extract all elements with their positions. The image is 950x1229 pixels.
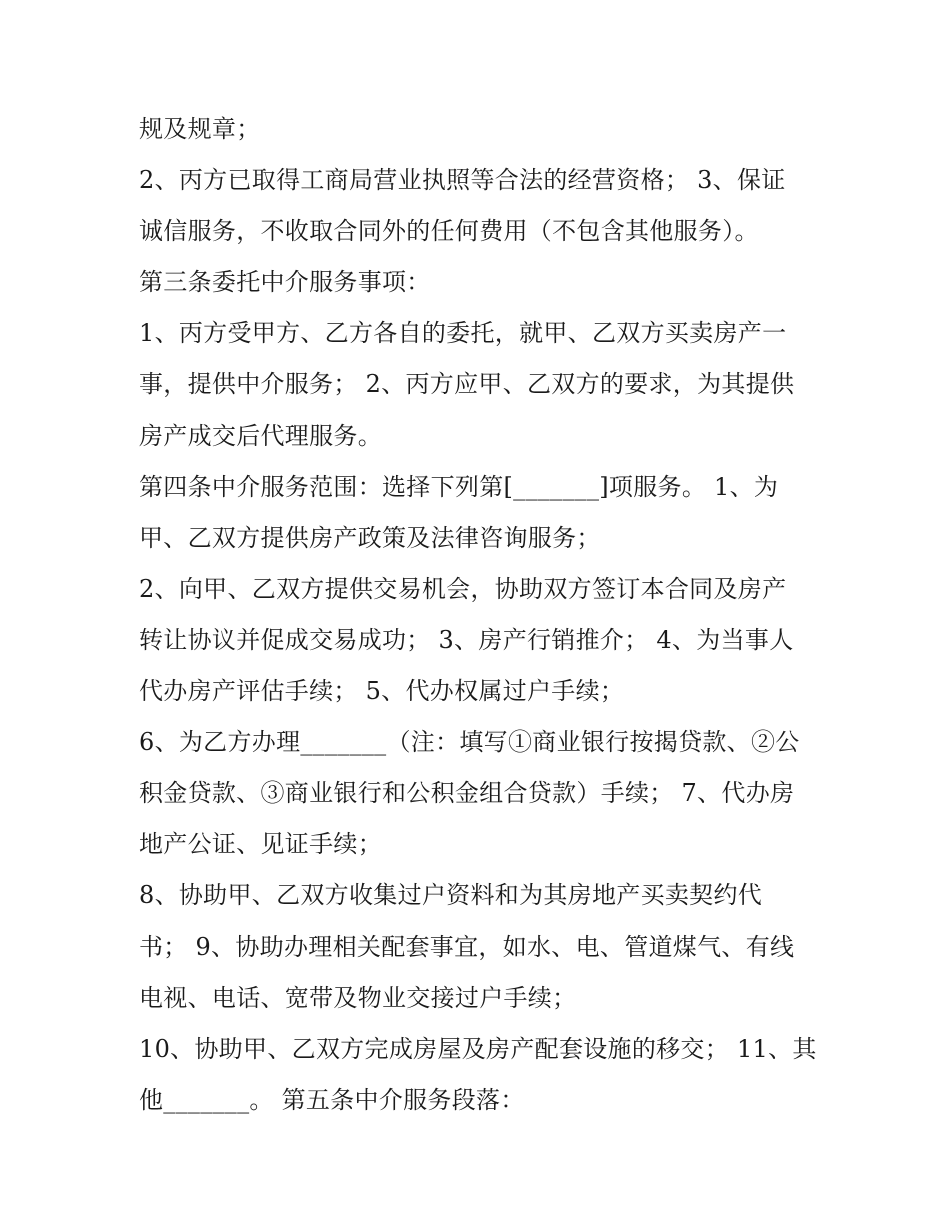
text-line: 规及规章；: [139, 115, 261, 143]
text-line: 8、协助甲、乙双方收集过户资料和为其房地产买卖契约代: [139, 881, 763, 910]
text-line: 电视、电话、宽带及物业交接过户手续；: [139, 983, 577, 1012]
text-line: 房产成交后代理服务。: [139, 421, 382, 450]
text-line: 他_______。 第五条中介服务段落：: [139, 1085, 525, 1114]
text-line: 积金贷款、③商业银行和公积金组合贷款）手续； 7、代办房: [139, 779, 795, 808]
text-line: 地产公证、见证手续；: [139, 830, 382, 859]
text-line: 10、协助甲、乙双方完成房屋及房产配套设施的移交； 11、其: [139, 1034, 817, 1063]
text-line: 诚信服务，不收取合同外的任何费用（不包含其他服务）。: [139, 217, 759, 246]
section-heading: 第四条中介服务范围：选择下列第[_______]项服务。 1、为: [139, 472, 779, 501]
text-line: 2、丙方已取得工商局营业执照等合法的经营资格； 3、保证: [139, 166, 786, 195]
section-heading: 第三条委托中介服务事项：: [139, 268, 431, 297]
text-line: 1、丙方受甲方、乙方各自的委托，就甲、乙双方买卖房产一: [139, 319, 787, 348]
text-line: 6、为乙方办理_______（注：填写①商业银行按揭贷款、②公: [139, 728, 800, 757]
text-line: 代办房产评估手续； 5、代办权属过户手续；: [139, 677, 625, 706]
text-line: 甲、乙双方提供房产政策及法律咨询服务；: [139, 523, 601, 552]
text-line: 转让协议并促成交易成功； 3、房产行销推介； 4、为当事人: [139, 625, 794, 654]
text-line: 2、向甲、乙双方提供交易机会，协助双方签订本合同及房产: [139, 574, 787, 603]
document-body: [139, 104, 819, 1126]
text-line: 书； 9、协助办理相关配套事宜，如水、电、管道煤气、有线: [139, 932, 795, 961]
text-line: 事，提供中介服务； 2、丙方应甲、乙双方的要求，为其提供: [139, 370, 795, 399]
